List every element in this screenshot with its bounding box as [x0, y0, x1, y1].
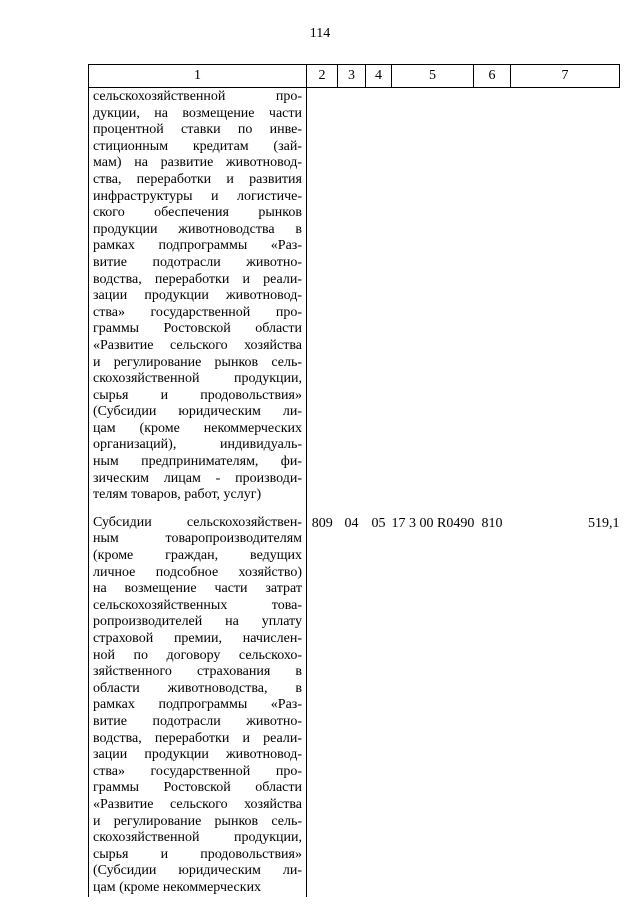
description-line: личное подсобное хозяйство) [93, 564, 302, 580]
description-line: и регулирование рынков сель- [93, 813, 302, 829]
description-line: сельскохозяйственной про- [93, 89, 302, 104]
row-description [89, 88, 307, 514]
description-line: сельскохозяйственных това- [93, 597, 302, 613]
section-code [338, 88, 366, 514]
description-line: цам (кроме некоммерческих [93, 879, 262, 895]
budget-table [88, 64, 620, 897]
description-line: цам (кроме некоммерческих [93, 420, 302, 436]
description-line: сырья и продовольствия» [93, 846, 302, 862]
section-code: 04 [344, 515, 359, 531]
description-line: ной по договору сельскохо- [93, 647, 302, 663]
description-line: процентной ставки по инве- [93, 122, 302, 138]
description-line: Субсидии сельскохозяйствен- [93, 514, 302, 530]
description-line: стиционным кредитам (зай- [93, 138, 302, 154]
description-line: скохозяйственной продукции, [93, 371, 302, 387]
description-line: ным предпринимателям, фи- [93, 454, 302, 470]
description-line: зяйственного страхования в [93, 664, 302, 680]
description-line: «Развитие сельского хозяйства [93, 796, 302, 812]
description-line: витие подотрасли животно- [93, 713, 302, 729]
header-col-4: 4 [366, 65, 392, 88]
page-number: 114 [309, 26, 331, 41]
description-line: ства, переработки и развития [93, 171, 302, 187]
description-line: зации продукции животновод- [93, 747, 302, 763]
amount: 519,1 [588, 515, 620, 531]
amount [511, 88, 620, 514]
ministry-code [307, 88, 338, 514]
description-line: ства» государственной про- [93, 763, 302, 779]
description-line: мам) на развитие животновод- [93, 155, 302, 171]
description-line: ропроизводителей на уплату [93, 614, 302, 630]
description-line: дукции, на возмещение части [93, 105, 302, 121]
description-line: зации продукции животновод- [93, 288, 302, 304]
description-line: организаций), индивидуаль- [93, 437, 302, 453]
description-line: (Субсидии юридическим ли- [93, 404, 302, 420]
description-line: и регулирование рынков сель- [93, 354, 302, 370]
description-line: водства, переработки и реали- [93, 271, 302, 287]
header-col-5: 5 [392, 65, 474, 88]
description-line: водства, переработки и реали- [93, 730, 302, 746]
table-row [89, 514, 620, 897]
subsection-code [366, 88, 392, 514]
description-line: продукции животноводства в [93, 221, 302, 237]
description-line: телям товаров, работ, услуг) [93, 487, 262, 503]
table-header-row [89, 65, 620, 88]
description-line: ства» государственной про- [93, 304, 302, 320]
header-col-3: 3 [338, 65, 366, 88]
description-line: зическим лицам - производи- [93, 470, 302, 486]
description-line: ным товаропроизводителям [93, 531, 302, 547]
target-article-code: 17 3 00 R0490 [391, 515, 475, 531]
subsection-code: 05 [371, 515, 386, 531]
description-line: рамках подпрограммы «Раз- [93, 697, 302, 713]
description-line: «Развитие сельского хозяйства [93, 337, 302, 353]
target-article-code [392, 88, 474, 514]
header-col-7: 7 [511, 65, 620, 88]
description-line: рамках подпрограммы «Раз- [93, 238, 302, 254]
description-line: страховой премии, начислен- [93, 631, 302, 646]
description-line: ского обеспечения рынков [93, 205, 302, 221]
expense-type-code: 810 [481, 515, 503, 531]
table-row [89, 88, 620, 514]
description-line: (кроме граждан, ведущих [93, 548, 302, 564]
description-line: граммы Ростовской области [93, 321, 302, 337]
header-col-1: 1 [89, 65, 307, 88]
description-line: скохозяйственной продукции, [93, 830, 302, 846]
description-line: области животноводства, в [93, 680, 302, 696]
ministry-code: 809 [311, 515, 333, 531]
description-line: на возмещение части затрат [93, 581, 302, 597]
description-line: витие подотрасли животно- [93, 254, 302, 270]
header-col-2: 2 [307, 65, 338, 88]
description-line: граммы Ростовской области [93, 780, 302, 796]
header-col-6: 6 [474, 65, 511, 88]
description-line: инфраструктуры и логистиче- [93, 188, 302, 204]
row-description [89, 514, 307, 897]
expense-type-code [474, 88, 511, 514]
description-line: (Субсидии юридическим ли- [93, 863, 302, 879]
description-line: сырья и продовольствия» [93, 387, 302, 403]
